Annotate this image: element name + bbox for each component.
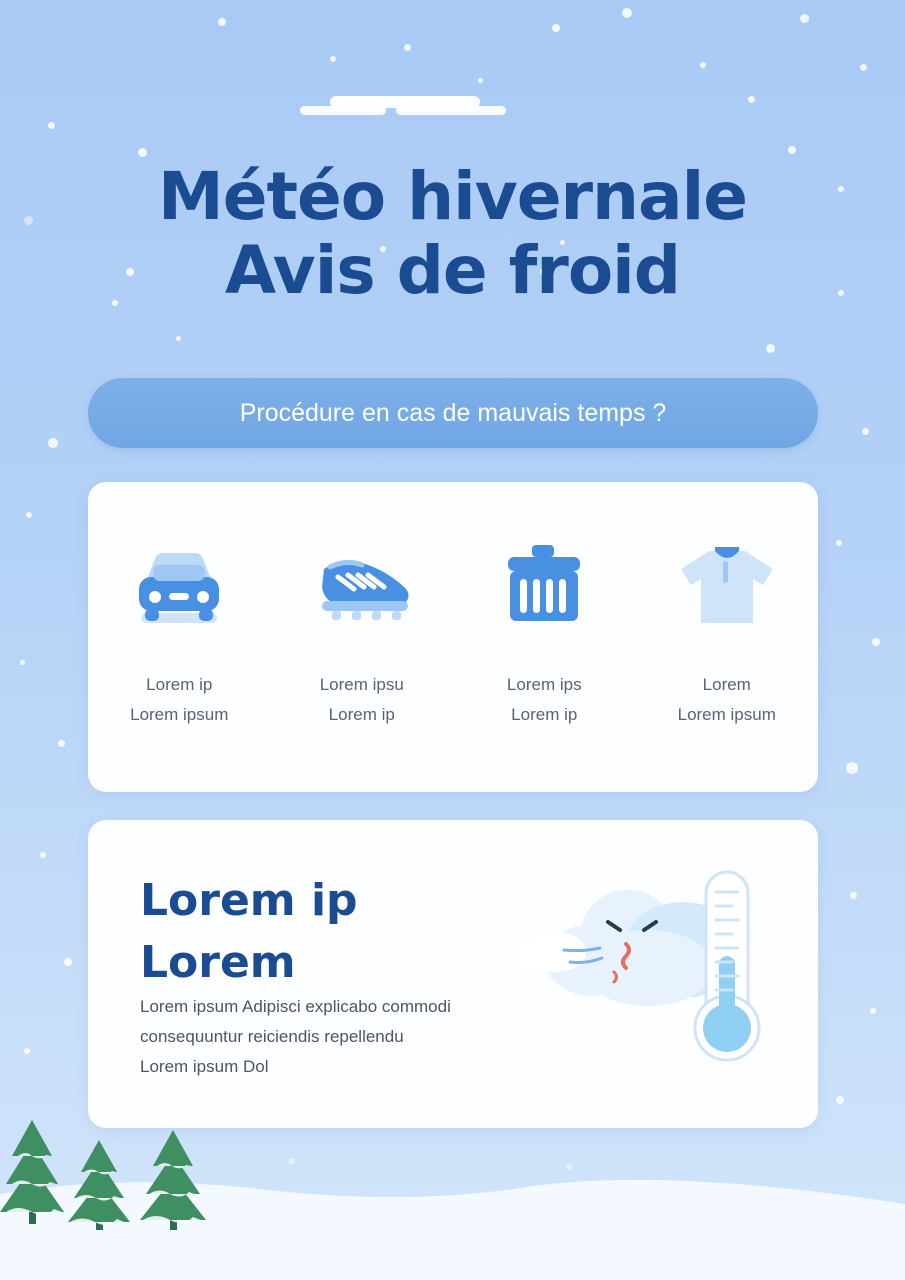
info-heading-line-2: Lorem [140, 937, 296, 988]
info-body-line-3: Lorem ipsum Dol [140, 1057, 269, 1076]
car-icon [97, 528, 262, 646]
cloud-streak-decoration [0, 96, 905, 128]
subtitle-pill-label: Procédure en cas de mauvais temps ? [239, 398, 667, 427]
info-card [88, 820, 818, 1128]
list-item-label-1: Lorem ips [506, 675, 582, 694]
list-item[interactable] [462, 528, 627, 730]
info-body-line-2: consequuntur reiciendis repellendu [140, 1027, 404, 1046]
list-item[interactable] [97, 528, 262, 730]
list-item-label-1: Lorem ipsu [319, 675, 404, 694]
boot-icon [279, 528, 444, 646]
radiator-icon [462, 528, 627, 646]
info-card-body [140, 992, 520, 1082]
page-title [0, 160, 905, 308]
list-item-label-2: Lorem ipsum [677, 705, 776, 724]
list-item-label-1: Lorem ip [146, 675, 213, 694]
info-card-heading [140, 870, 358, 994]
sweater-icon [644, 528, 809, 646]
list-item[interactable] [644, 528, 809, 730]
list-item-label-2: Lorem ip [328, 705, 395, 724]
list-item-label-2: Lorem ip [511, 705, 578, 724]
cold-cloud-thermometer-icon [508, 860, 798, 1090]
title-line-1: Météo hivernale [158, 158, 747, 235]
pine-trees-decoration [0, 1112, 300, 1242]
subtitle-pill[interactable] [88, 378, 818, 448]
info-heading-line-1: Lorem ip [140, 875, 358, 926]
info-body-line-1: Lorem ipsum Adipisci explicabo commodi [140, 997, 451, 1016]
list-item-label-1: Lorem [702, 675, 751, 694]
title-line-2: Avis de froid [224, 232, 681, 309]
list-item[interactable] [279, 528, 444, 730]
list-item-label-2: Lorem ipsum [130, 705, 229, 724]
icon-card [88, 482, 818, 792]
